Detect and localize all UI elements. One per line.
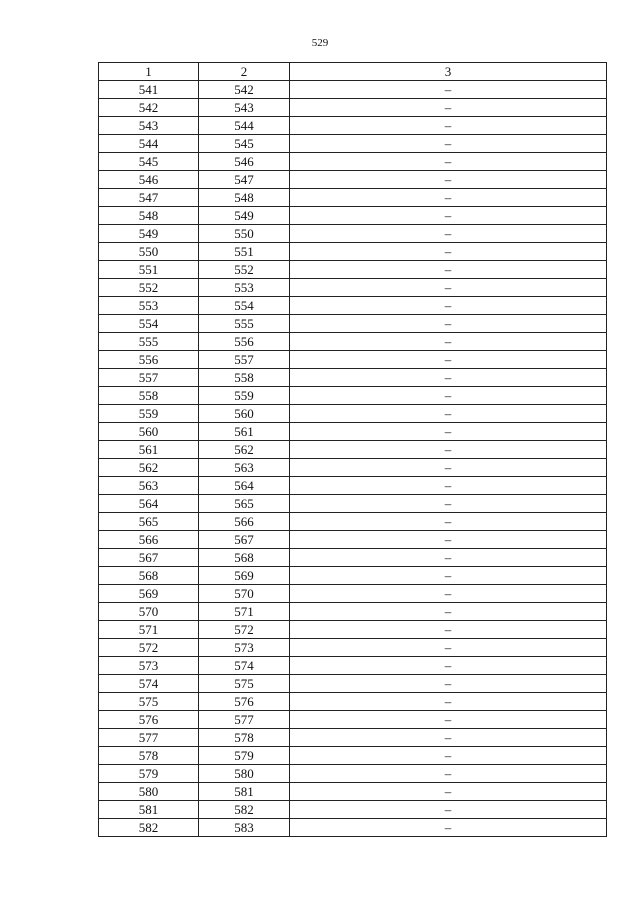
table-row — [99, 513, 607, 531]
table-row — [99, 351, 607, 369]
table-cell: – — [290, 153, 607, 171]
table-row — [99, 639, 607, 657]
table-cell: 552 — [99, 279, 199, 297]
table-cell: 574 — [99, 675, 199, 693]
table-cell: 577 — [199, 711, 290, 729]
page-number: 529 — [311, 37, 329, 49]
table-cell: 562 — [199, 441, 290, 459]
table-row — [99, 819, 607, 837]
table-cell: 553 — [99, 297, 199, 315]
table-cell: 577 — [99, 729, 199, 747]
table-cell: – — [290, 675, 607, 693]
table-cell: 563 — [99, 477, 199, 495]
table-cell: – — [290, 657, 607, 675]
table-cell: 550 — [99, 243, 199, 261]
table-cell: 545 — [199, 135, 290, 153]
table-cell: 581 — [99, 801, 199, 819]
table-cell: 542 — [99, 99, 199, 117]
table-row — [99, 225, 607, 243]
table-cell: – — [290, 405, 607, 423]
table-cell: 556 — [199, 333, 290, 351]
table-cell: – — [290, 585, 607, 603]
table-cell: 570 — [199, 585, 290, 603]
table-cell: – — [290, 783, 607, 801]
table-row — [99, 477, 607, 495]
table-cell: – — [290, 423, 607, 441]
table-cell: 558 — [199, 369, 290, 387]
table-cell: 576 — [99, 711, 199, 729]
data-table — [98, 62, 607, 837]
table-cell: – — [290, 729, 607, 747]
table-row — [99, 297, 607, 315]
table-header-row — [99, 63, 607, 81]
table-cell: 544 — [199, 117, 290, 135]
table-cell: 570 — [99, 603, 199, 621]
table-cell: – — [290, 567, 607, 585]
table-cell: 541 — [99, 81, 199, 99]
table-cell: 583 — [199, 819, 290, 837]
table-cell: 559 — [199, 387, 290, 405]
table-cell: 557 — [199, 351, 290, 369]
table-row — [99, 81, 607, 99]
table-cell: 546 — [99, 171, 199, 189]
table-row — [99, 261, 607, 279]
table-cell: 580 — [99, 783, 199, 801]
table-cell: 547 — [99, 189, 199, 207]
table-cell: – — [290, 711, 607, 729]
table-cell: – — [290, 135, 607, 153]
table-cell: 571 — [199, 603, 290, 621]
table-row — [99, 135, 607, 153]
table-row — [99, 531, 607, 549]
table-cell: – — [290, 549, 607, 567]
table-cell: 558 — [99, 387, 199, 405]
table-cell: – — [290, 747, 607, 765]
table-cell: 543 — [199, 99, 290, 117]
table-row — [99, 765, 607, 783]
table-cell: – — [290, 81, 607, 99]
table-row — [99, 207, 607, 225]
table-cell: 568 — [199, 549, 290, 567]
table-cell: 552 — [199, 261, 290, 279]
table-cell: 549 — [199, 207, 290, 225]
table-cell: 573 — [99, 657, 199, 675]
table-cell: 582 — [199, 801, 290, 819]
table-cell: 543 — [99, 117, 199, 135]
table-row — [99, 171, 607, 189]
table-cell: 567 — [199, 531, 290, 549]
table-cell: 548 — [99, 207, 199, 225]
table-row — [99, 801, 607, 819]
table-cell: – — [290, 765, 607, 783]
table-row — [99, 279, 607, 297]
table-body — [99, 81, 607, 837]
table-cell: 560 — [199, 405, 290, 423]
table-cell: – — [290, 387, 607, 405]
table-cell: 572 — [199, 621, 290, 639]
table-row — [99, 333, 607, 351]
table-row — [99, 315, 607, 333]
table-cell: 571 — [99, 621, 199, 639]
table-cell: 581 — [199, 783, 290, 801]
table-cell: 544 — [99, 135, 199, 153]
table-cell: – — [290, 297, 607, 315]
table-cell: – — [290, 513, 607, 531]
table-cell: 578 — [99, 747, 199, 765]
table-row — [99, 369, 607, 387]
table-cell: 554 — [99, 315, 199, 333]
table-cell: 572 — [99, 639, 199, 657]
table-cell: 564 — [99, 495, 199, 513]
table-cell: – — [290, 819, 607, 837]
table-cell: 578 — [199, 729, 290, 747]
table-row — [99, 495, 607, 513]
column-header: 2 — [199, 63, 290, 81]
table-cell: – — [290, 459, 607, 477]
table-cell: – — [290, 441, 607, 459]
column-header: 3 — [290, 63, 607, 81]
table-row — [99, 441, 607, 459]
table-cell: 554 — [199, 297, 290, 315]
table-row — [99, 423, 607, 441]
table-row — [99, 675, 607, 693]
table-row — [99, 783, 607, 801]
table-cell: – — [290, 99, 607, 117]
table-cell: 575 — [99, 693, 199, 711]
table-row — [99, 567, 607, 585]
table-cell: – — [290, 495, 607, 513]
table-cell: 564 — [199, 477, 290, 495]
table-cell: 574 — [199, 657, 290, 675]
table-cell: 549 — [99, 225, 199, 243]
table-cell: – — [290, 801, 607, 819]
table-cell: – — [290, 243, 607, 261]
table-cell: 545 — [99, 153, 199, 171]
table-row — [99, 459, 607, 477]
table-cell: 555 — [99, 333, 199, 351]
table-cell: – — [290, 603, 607, 621]
table-cell: 560 — [99, 423, 199, 441]
table-cell: 573 — [199, 639, 290, 657]
table-cell: 559 — [99, 405, 199, 423]
table-cell: – — [290, 117, 607, 135]
table-cell: 580 — [199, 765, 290, 783]
table-cell: 562 — [99, 459, 199, 477]
table-cell: – — [290, 621, 607, 639]
table-cell: – — [290, 693, 607, 711]
table-row — [99, 117, 607, 135]
table-row — [99, 405, 607, 423]
table-cell: 553 — [199, 279, 290, 297]
table-cell: 565 — [99, 513, 199, 531]
table-cell: 569 — [99, 585, 199, 603]
table-row — [99, 243, 607, 261]
table-cell: 547 — [199, 171, 290, 189]
table-cell: – — [290, 639, 607, 657]
table-cell: 546 — [199, 153, 290, 171]
table-cell: 551 — [99, 261, 199, 279]
table-cell: – — [290, 225, 607, 243]
table-cell: 568 — [99, 567, 199, 585]
table-cell: 579 — [199, 747, 290, 765]
table-cell: 551 — [199, 243, 290, 261]
table-cell: 548 — [199, 189, 290, 207]
table-cell: 550 — [199, 225, 290, 243]
table-row — [99, 387, 607, 405]
table-cell: 567 — [99, 549, 199, 567]
table-cell: – — [290, 333, 607, 351]
table-row — [99, 153, 607, 171]
table-cell: 576 — [199, 693, 290, 711]
table-row — [99, 99, 607, 117]
table-cell: – — [290, 531, 607, 549]
column-header: 1 — [99, 63, 199, 81]
table-cell: – — [290, 171, 607, 189]
table-row — [99, 621, 607, 639]
table-row — [99, 711, 607, 729]
table-cell: 575 — [199, 675, 290, 693]
table-row — [99, 189, 607, 207]
table-cell: 566 — [99, 531, 199, 549]
table-row — [99, 585, 607, 603]
table-row — [99, 657, 607, 675]
table-cell: – — [290, 351, 607, 369]
table-cell: – — [290, 477, 607, 495]
table-row — [99, 549, 607, 567]
table-cell: 582 — [99, 819, 199, 837]
table-cell: 565 — [199, 495, 290, 513]
table-cell: 542 — [199, 81, 290, 99]
table-cell: – — [290, 369, 607, 387]
table-cell: – — [290, 261, 607, 279]
table-cell: 556 — [99, 351, 199, 369]
table-cell: – — [290, 207, 607, 225]
table-row — [99, 729, 607, 747]
table-row — [99, 603, 607, 621]
table-row — [99, 693, 607, 711]
table-cell: 555 — [199, 315, 290, 333]
table-cell: 563 — [199, 459, 290, 477]
table-cell: 557 — [99, 369, 199, 387]
table-cell: 569 — [199, 567, 290, 585]
table-cell: 561 — [199, 423, 290, 441]
table-row — [99, 747, 607, 765]
table-cell: 579 — [99, 765, 199, 783]
table-cell: 561 — [99, 441, 199, 459]
table-cell: 566 — [199, 513, 290, 531]
table-cell: – — [290, 189, 607, 207]
table-cell: – — [290, 279, 607, 297]
table-cell: – — [290, 315, 607, 333]
